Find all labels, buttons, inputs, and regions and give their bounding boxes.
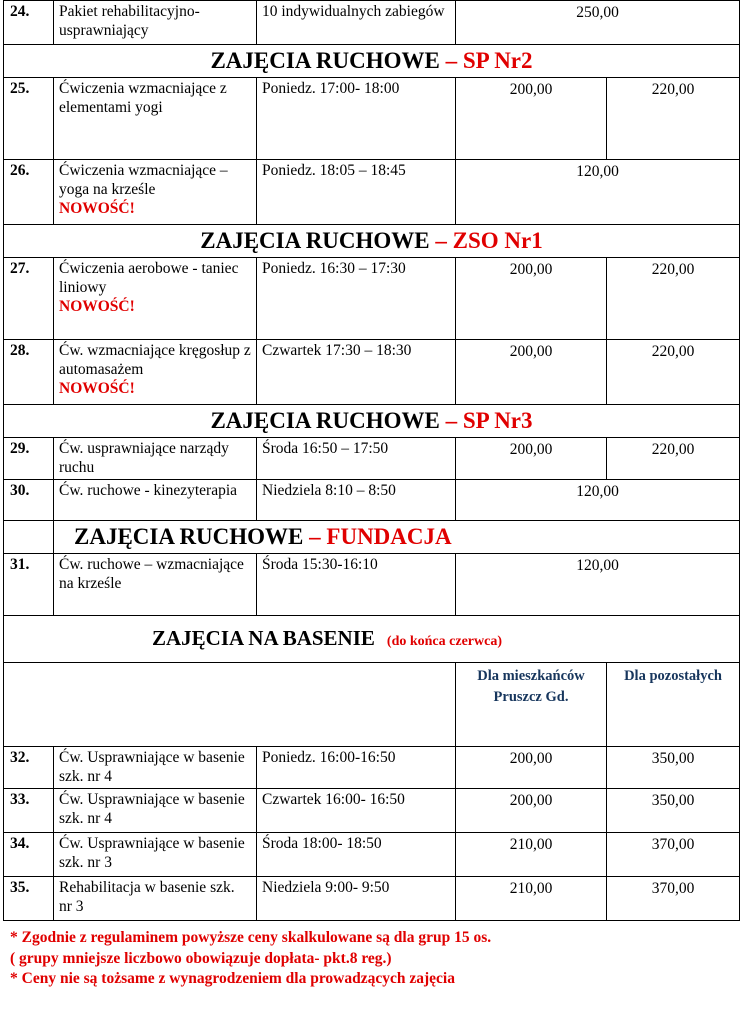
activity-time: 10 indywidualnych zabiegów xyxy=(257,1,456,45)
activity-time: Poniedz. 18:05 – 18:45 xyxy=(257,160,456,225)
price-others: 350,00 xyxy=(607,789,740,833)
activity-name: Ćw. Usprawniające w basenie szk. nr 4 xyxy=(54,747,257,789)
section-header xyxy=(4,616,740,663)
row-number: 29. xyxy=(4,438,54,480)
row-number: 25. xyxy=(4,78,54,160)
table-row xyxy=(4,554,740,616)
row-number: 27. xyxy=(4,258,54,340)
column-header-row xyxy=(4,663,740,747)
price-residents: 210,00 xyxy=(456,833,607,877)
price-residents: 210,00 xyxy=(456,877,607,921)
activity-name: Ćwiczenia wzmacniające – yoga na krześle xyxy=(59,162,228,198)
new-badge: NOWOŚĆ! xyxy=(59,200,135,217)
table-row xyxy=(4,258,740,340)
activity-name: Rehabilitacja w basenie szk. nr 3 xyxy=(54,877,257,921)
price-residents: 200,00 xyxy=(456,747,607,789)
activity-time: Środa 16:50 – 17:50 xyxy=(257,438,456,480)
table-row xyxy=(4,789,740,833)
price-residents: 200,00 xyxy=(456,78,607,160)
footnote: * Ceny nie są tożsame z wynagrodzeniem dla prowadzących zajęcia xyxy=(10,970,455,987)
table-row xyxy=(4,1,740,45)
table-row xyxy=(4,480,740,521)
section-title: ZAJĘCIA RUCHOWE xyxy=(200,228,436,253)
row-number: 34. xyxy=(4,833,54,877)
section-title: ZAJĘCIA RUCHOWE xyxy=(74,524,310,549)
section-location: – SP Nr3 xyxy=(445,408,533,433)
section-header xyxy=(4,521,740,554)
row-number: 26. xyxy=(4,160,54,225)
activity-price: 120,00 xyxy=(456,480,740,521)
activity-time: Środa 15:30-16:10 xyxy=(257,554,456,616)
activity-time: Niedziela 9:00- 9:50 xyxy=(257,877,456,921)
price-others: 350,00 xyxy=(607,747,740,789)
row-number: 32. xyxy=(4,747,54,789)
activity-name: Ćwiczenia aerobowe - taniec liniowy xyxy=(59,260,239,296)
price-others: 220,00 xyxy=(607,78,740,160)
price-others: 220,00 xyxy=(607,438,740,480)
activity-name: Ćw. ruchowe – wzmacniające na krześle xyxy=(54,554,257,616)
section-header xyxy=(4,225,740,258)
price-residents: 200,00 xyxy=(456,340,607,405)
activity-name-cell xyxy=(54,258,257,340)
section-location: – SP Nr2 xyxy=(445,48,533,73)
table-row xyxy=(4,78,740,160)
activity-name: Pakiet rehabilitacyjno-usprawniający xyxy=(54,1,257,45)
activity-name: Ćw. Usprawniające w basenie szk. nr 3 xyxy=(54,833,257,877)
section-note: (do końca czerwca) xyxy=(386,634,502,649)
activity-time: Czwartek 17:30 – 18:30 xyxy=(257,340,456,405)
activity-time: Niedziela 8:10 – 8:50 xyxy=(257,480,456,521)
activity-name: Ćw. ruchowe - kinezyterapia xyxy=(54,480,257,521)
table-row xyxy=(4,833,740,877)
activity-name: Ćwiczenia wzmacniające z elementami yogi xyxy=(54,78,257,160)
column-header-others: Dla pozostałych xyxy=(607,663,740,747)
section-header xyxy=(4,45,740,78)
footnotes xyxy=(10,928,730,990)
new-badge: NOWOŚĆ! xyxy=(59,298,135,315)
row-number: 33. xyxy=(4,789,54,833)
activity-time: Poniedz. 17:00- 18:00 xyxy=(257,78,456,160)
footnote: * Zgodnie z regulaminem powyższe ceny skalkulowane są dla grup 15 os. xyxy=(10,929,492,946)
activity-price: 120,00 xyxy=(456,160,740,225)
activity-name: Ćw. usprawniające narządy ruchu xyxy=(54,438,257,480)
price-residents: 200,00 xyxy=(456,438,607,480)
column-header-residents: Dla mieszkańców Pruszcz Gd. xyxy=(456,663,607,747)
section-header xyxy=(4,405,740,438)
section-title: ZAJĘCIA RUCHOWE xyxy=(210,408,446,433)
table-row xyxy=(4,438,740,480)
activity-time: Środa 18:00- 18:50 xyxy=(257,833,456,877)
price-residents: 200,00 xyxy=(456,789,607,833)
section-title: ZAJĘCIA NA BASENIE xyxy=(152,626,375,650)
row-number: 35. xyxy=(4,877,54,921)
section-location: – ZSO Nr1 xyxy=(435,228,543,253)
section-location: – FUNDACJA xyxy=(309,524,452,549)
price-others: 220,00 xyxy=(607,258,740,340)
row-number: 24. xyxy=(4,1,54,45)
price-others: 370,00 xyxy=(607,877,740,921)
activity-price: 250,00 xyxy=(456,1,740,45)
price-others: 220,00 xyxy=(607,340,740,405)
table-row xyxy=(4,877,740,921)
activity-name-cell xyxy=(54,340,257,405)
activity-price: 120,00 xyxy=(456,554,740,616)
activity-name-cell xyxy=(54,160,257,225)
new-badge: NOWOŚĆ! xyxy=(59,380,135,397)
price-others: 370,00 xyxy=(607,833,740,877)
table-row xyxy=(4,340,740,405)
activity-time: Poniedz. 16:30 – 17:30 xyxy=(257,258,456,340)
activity-time: Poniedz. 16:00-16:50 xyxy=(257,747,456,789)
price-table xyxy=(3,0,740,921)
footnote: ( grupy mniejsze liczbowo obowiązuje dopłata- pkt.8 reg.) xyxy=(10,949,392,967)
section-title: ZAJĘCIA RUCHOWE xyxy=(210,48,446,73)
row-number: 31. xyxy=(4,554,54,616)
price-residents: 200,00 xyxy=(456,258,607,340)
row-number: 30. xyxy=(4,480,54,521)
price-list-document xyxy=(3,0,739,921)
table-row xyxy=(4,747,740,789)
table-row xyxy=(4,160,740,225)
row-number: 28. xyxy=(4,340,54,405)
activity-name: Ćw. Usprawniające w basenie szk. nr 4 xyxy=(54,789,257,833)
activity-name: Ćw. wzmacniające kręgosłup z automasażem xyxy=(59,342,251,378)
activity-time: Czwartek 16:00- 16:50 xyxy=(257,789,456,833)
